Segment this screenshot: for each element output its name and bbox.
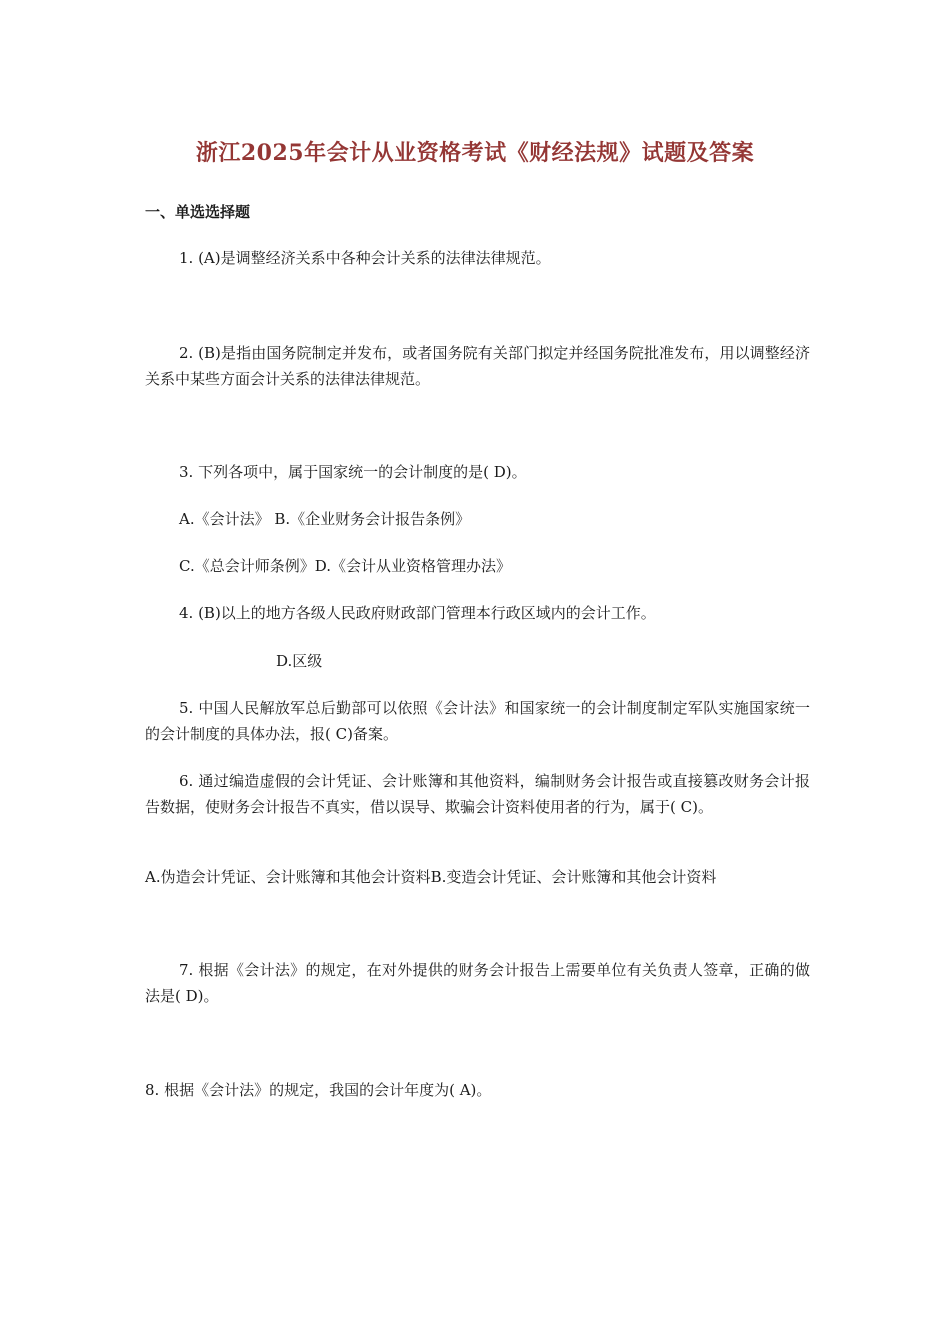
question-5: 5. 中国人民解放军总后勤部可以依照《会计法》和国家统一的会计制度制定军队实施国家统一的会计制度的具体办法，报( C)备案。 bbox=[145, 699, 810, 743]
question-3-options-ab: A.《会计法》 B.《企业财务会计报告条例》 bbox=[179, 510, 471, 528]
question-6-options: A.伪造会计凭证、会计账簿和其他会计资料B.变造会计凭证、会计账簿和其他会计资料 bbox=[145, 868, 717, 886]
question-6: 6. 通过编造虚假的会计凭证、会计账簿和其他资料，编制财务会计报告或直接篡改财务会计报告数据，使财务会计报告不真实，借以误导、欺骗会计资料使用者的行为，属于( C)。 bbox=[145, 772, 810, 816]
question-2: 2. (B)是指由国务院制定并发布，或者国务院有关部门拟定并经国务院批准发布，用以调整经济关系中某些方面会计关系的法律法律规范。 bbox=[145, 344, 810, 388]
document-title: 浙江2025年会计从业资格考试《财经法规》试题及答案 bbox=[195, 140, 755, 166]
question-3-options-cd: C.《总会计师条例》D.《会计从业资格管理办法》 bbox=[179, 557, 511, 575]
question-4: 4. (B)以上的地方各级人民政府财政部门管理本行政区域内的会计工作。 bbox=[179, 604, 656, 622]
question-4-option-d: D.区级 bbox=[276, 652, 323, 670]
question-3: 3. 下列各项中，属于国家统一的会计制度的是( D)。 bbox=[179, 463, 527, 481]
question-7: 7. 根据《会计法》的规定，在对外提供的财务会计报告上需要单位有关负责人签章，正确的做法是( D)。 bbox=[145, 961, 810, 1005]
section-heading: 一、单选选择题 bbox=[145, 203, 251, 221]
question-8: 8. 根据《会计法》的规定，我国的会计年度为( A)。 bbox=[145, 1081, 492, 1099]
question-1: 1. (A)是调整经济关系中各种会计关系的法律法律规范。 bbox=[179, 249, 551, 267]
